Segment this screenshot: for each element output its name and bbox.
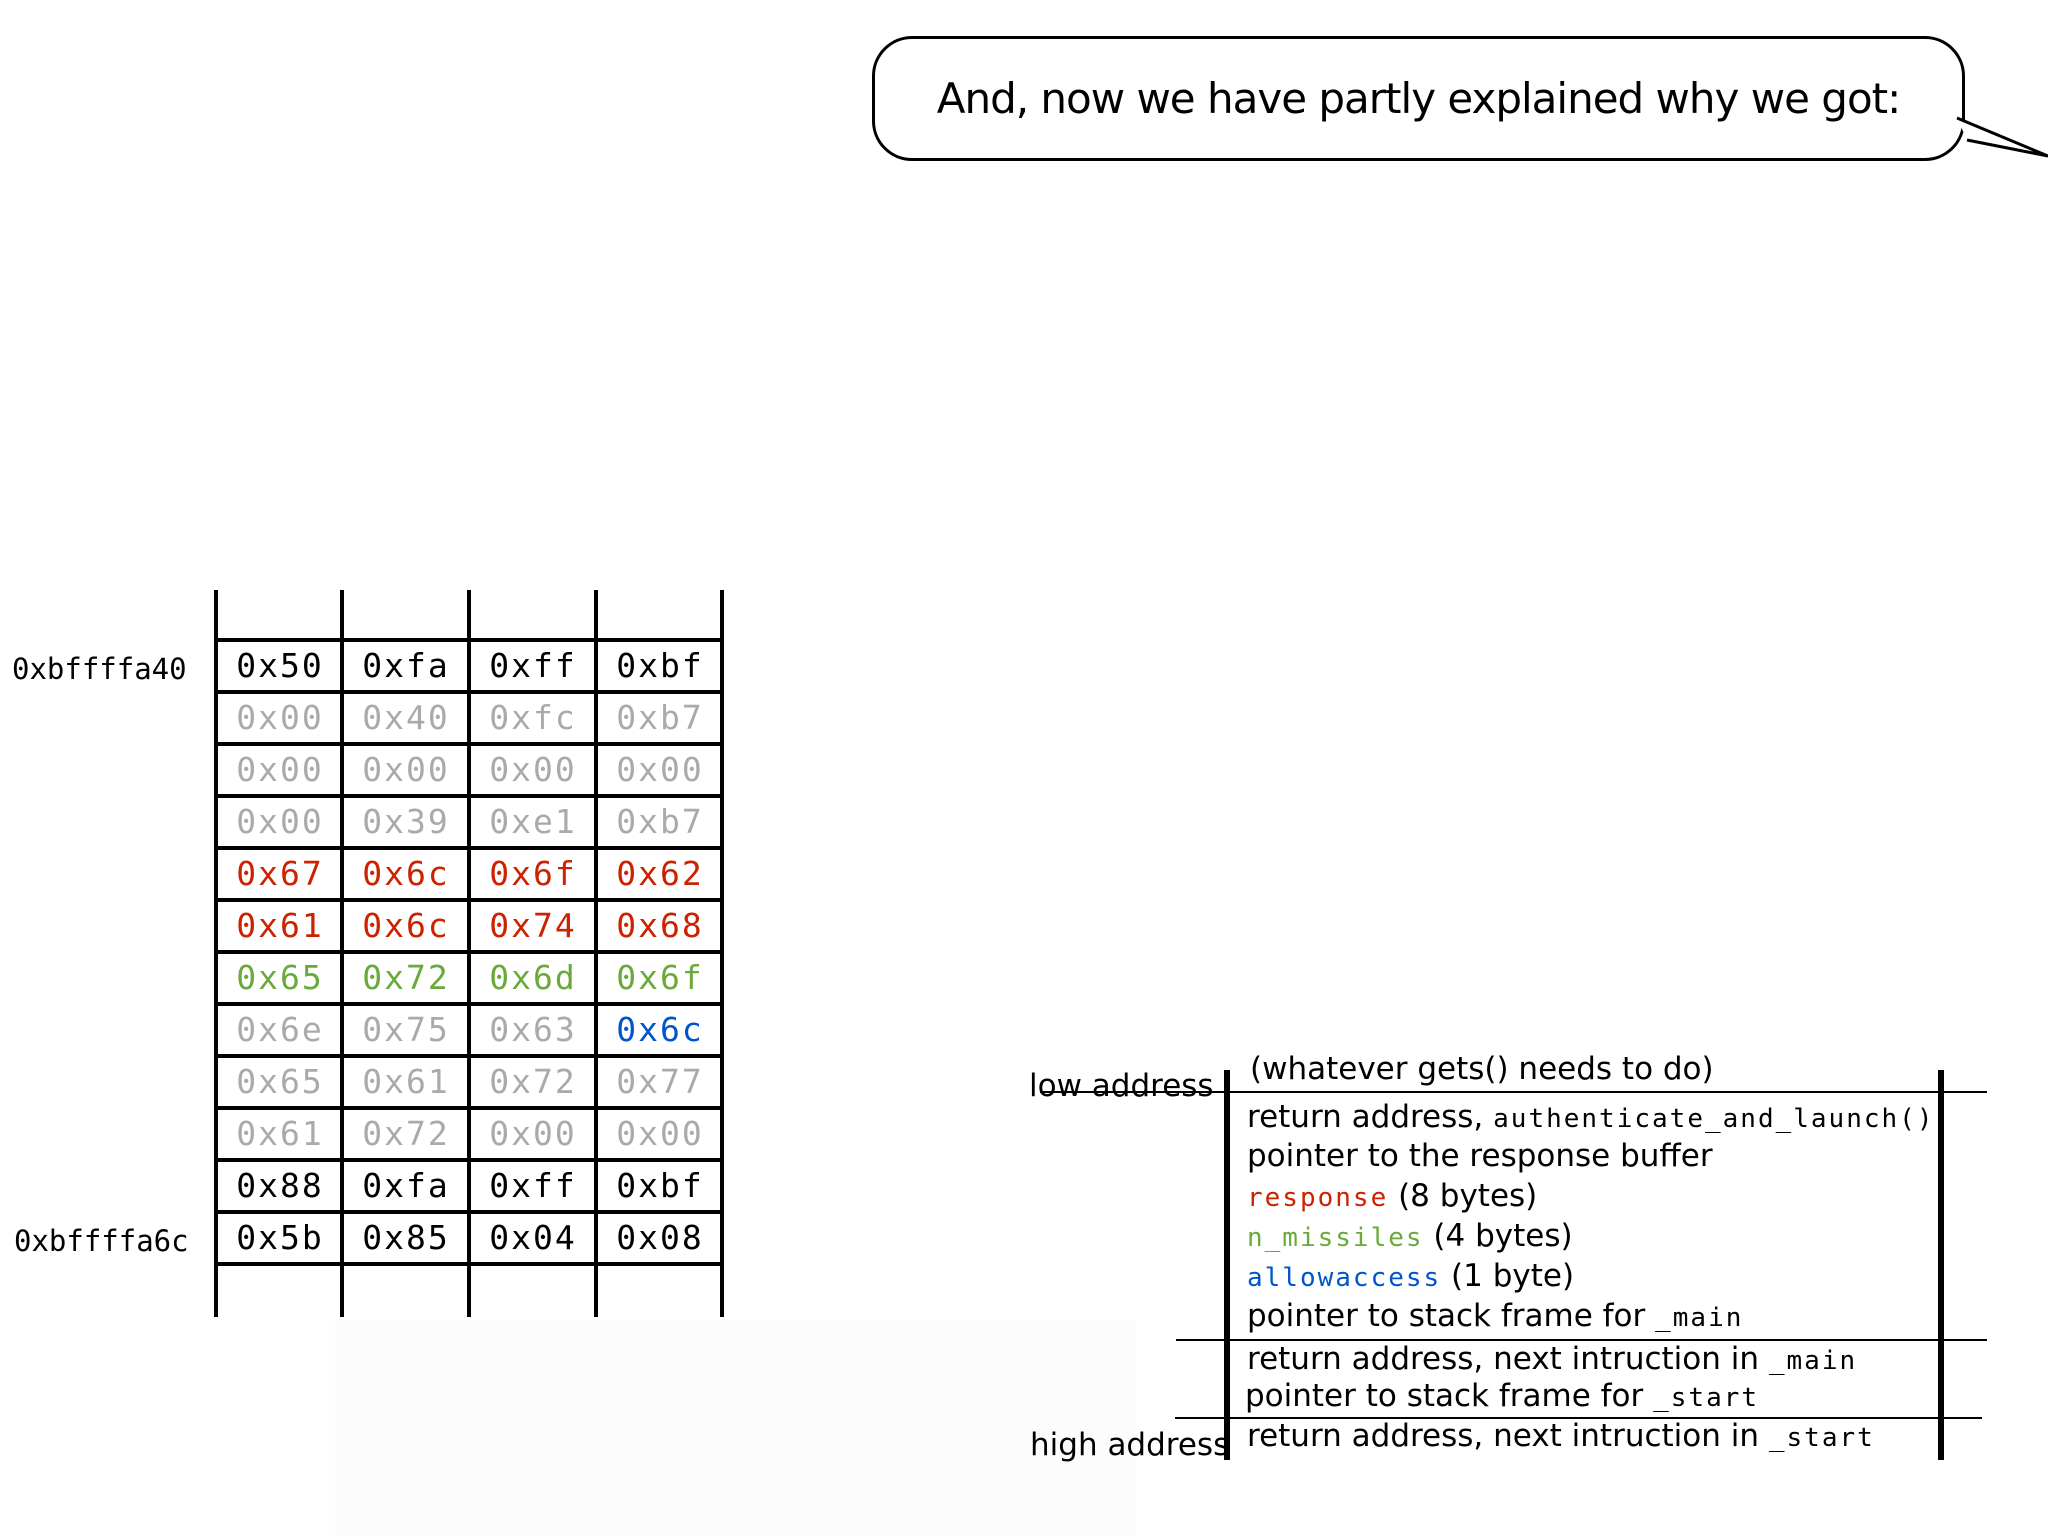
memory-byte-cell: 0x00 xyxy=(616,1114,704,1153)
memory-byte-cell: 0x00 xyxy=(489,1114,577,1153)
memory-byte-cell: 0xbf xyxy=(616,1166,704,1205)
memory-byte-cell: 0x5b xyxy=(236,1218,324,1257)
memory-byte-cell: 0xfc xyxy=(489,698,577,737)
ptr-response-text: pointer to the response buffer xyxy=(1247,1138,1713,1174)
bubble-text: And, now we have partly explained why we got: xyxy=(936,74,1901,123)
low-address-label: low address xyxy=(1029,1068,1214,1104)
memory-byte-cell: 0x6f xyxy=(616,958,704,997)
stack-line-allowaccess xyxy=(1247,1256,1574,1298)
memory-byte-cell: 0x74 xyxy=(489,906,577,945)
memory-byte-cell: 0x63 xyxy=(489,1010,577,1049)
stack-line-ret-main xyxy=(1247,1339,1857,1381)
memory-byte-cell: 0x6c xyxy=(362,906,450,945)
n-missiles-code: n_missiles xyxy=(1247,1223,1424,1253)
memory-byte-cell: 0x72 xyxy=(362,1114,450,1153)
memory-byte-cell: 0xfa xyxy=(362,1166,450,1205)
stack-line-ptr-start xyxy=(1245,1376,1759,1418)
ret-auth-code: authenticate_and_launch() xyxy=(1493,1104,1935,1134)
memory-byte-cell: 0x6c xyxy=(362,854,450,893)
start-address-label: 0xbffffa40 xyxy=(12,652,187,686)
allowaccess-code: allowaccess xyxy=(1247,1263,1442,1293)
memory-byte-cell: 0x08 xyxy=(616,1218,704,1257)
ret-main-code: _main xyxy=(1768,1346,1858,1376)
stack-line-ret-auth xyxy=(1247,1097,1934,1139)
memory-byte-cell: 0x85 xyxy=(362,1218,450,1257)
memory-byte-cell: 0x75 xyxy=(362,1010,450,1049)
stack-line-ret-start xyxy=(1247,1416,1875,1458)
n-missiles-size: (4 bytes) xyxy=(1423,1218,1573,1254)
memory-byte-cell: 0xb7 xyxy=(616,802,704,841)
ptr-main-text: pointer to stack frame for xyxy=(1247,1298,1656,1334)
stack-line-n-missiles xyxy=(1247,1216,1573,1258)
memory-byte-cell: 0x62 xyxy=(616,854,704,893)
response-size: (8 bytes) xyxy=(1388,1178,1538,1214)
memory-byte-cell: 0x6d xyxy=(489,958,577,997)
memory-byte-cell: 0x40 xyxy=(362,698,450,737)
ret-start-text: return address, next intruction in xyxy=(1247,1418,1769,1454)
memory-byte-cell: 0x61 xyxy=(362,1062,450,1101)
response-code: response xyxy=(1247,1183,1389,1213)
allowaccess-size: (1 byte) xyxy=(1441,1258,1575,1294)
memory-byte-cell: 0x65 xyxy=(236,958,324,997)
memory-byte-cell: 0x00 xyxy=(616,750,704,789)
ptr-main-code: _main xyxy=(1655,1303,1744,1333)
memory-byte-cell: 0x68 xyxy=(616,906,704,945)
high-address-label: high address xyxy=(1030,1427,1230,1463)
ptr-start-text: pointer to stack frame for xyxy=(1245,1378,1654,1414)
ret-main-text: return address, next intruction in xyxy=(1247,1341,1769,1377)
memory-byte-cell: 0x6f xyxy=(489,854,577,893)
memory-byte-cell: 0x00 xyxy=(236,750,324,789)
stack-line-ptr-main xyxy=(1247,1296,1743,1338)
memory-byte-cell: 0xb7 xyxy=(616,698,704,737)
stack-line-response xyxy=(1247,1176,1537,1218)
memory-byte-cell: 0x61 xyxy=(236,1114,324,1153)
memory-byte-cell: 0x00 xyxy=(236,802,324,841)
end-address-label: 0xbffffa6c xyxy=(14,1224,189,1258)
memory-byte-cell: 0x72 xyxy=(362,958,450,997)
memory-byte-cell: 0x39 xyxy=(362,802,450,841)
stack-line-gets xyxy=(1250,1049,1714,1089)
memory-byte-cell: 0x00 xyxy=(236,698,324,737)
memory-byte-cell: 0x88 xyxy=(236,1166,324,1205)
memory-byte-cell: 0x65 xyxy=(236,1062,324,1101)
memory-byte-cell: 0xbf xyxy=(616,646,704,685)
ret-start-code: _start xyxy=(1768,1423,1875,1453)
memory-byte-cell: 0x72 xyxy=(489,1062,577,1101)
memory-byte-cell: 0x77 xyxy=(616,1062,704,1101)
memory-byte-cell: 0xe1 xyxy=(489,802,577,841)
memory-byte-cell: 0xff xyxy=(489,1166,577,1205)
memory-byte-cell: 0xff xyxy=(489,646,577,685)
ret-auth-text: return address, xyxy=(1247,1099,1494,1135)
memory-byte-cell: 0x00 xyxy=(489,750,577,789)
memory-byte-cell: 0x61 xyxy=(236,906,324,945)
stack-line-ptr-response xyxy=(1247,1136,1713,1176)
memory-byte-cell: 0x6c xyxy=(616,1010,704,1049)
memory-byte-cell: 0x04 xyxy=(489,1218,577,1257)
memory-byte-cell: 0x00 xyxy=(362,750,450,789)
memory-byte-cell: 0x50 xyxy=(236,646,324,685)
gets-text: (whatever gets() needs to do) xyxy=(1250,1051,1714,1087)
memory-byte-cell: 0xfa xyxy=(362,646,450,685)
ptr-start-code: _start xyxy=(1653,1383,1760,1413)
memory-byte-cell: 0x6e xyxy=(236,1010,324,1049)
memory-byte-cell: 0x67 xyxy=(236,854,324,893)
